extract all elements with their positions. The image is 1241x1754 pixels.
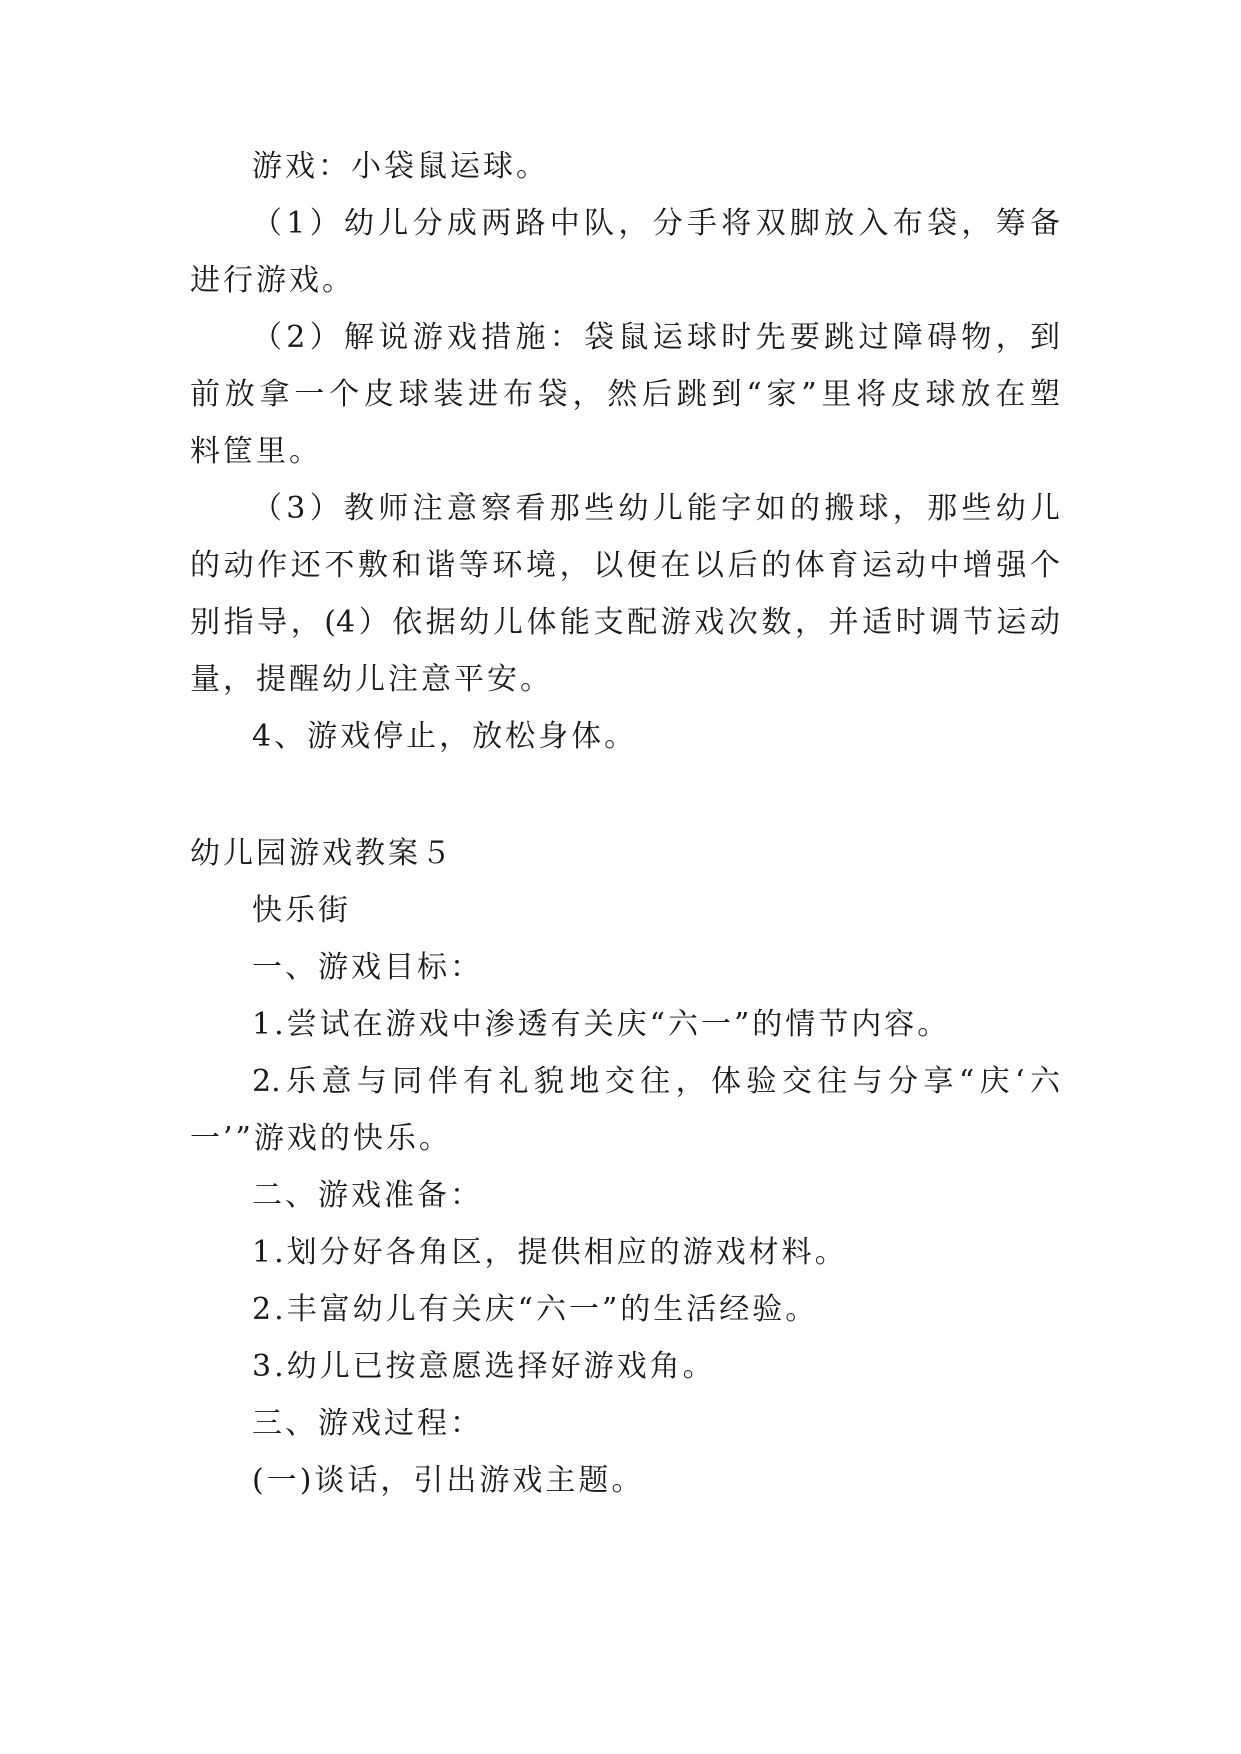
body-text-line: 三、游戏过程： xyxy=(252,1406,483,1441)
body-text-line: 1.尝试在游戏中渗透有关庆“六一”的情节内容。 xyxy=(252,1007,951,1042)
body-text-line: 进行游戏。 xyxy=(190,263,355,298)
body-text-line: （1）幼儿分成两路中队，分手将双脚放入布袋，筹备 xyxy=(252,206,1060,241)
body-text-line: 4、游戏停止，放松身体。 xyxy=(252,719,638,754)
body-text-line: 2.乐意与同伴有礼貌地交往，体验交往与分享“庆‘六 xyxy=(252,1064,1060,1099)
body-text-line: 的动作还不敷和谐等环境，以便在以后的体育运动中增强个 xyxy=(190,548,1060,583)
body-text-line: 二、游戏准备： xyxy=(252,1178,483,1213)
body-text-line: 一’”游戏的快乐。 xyxy=(190,1121,452,1156)
body-text-line: (一)谈话，引出游戏主题。 xyxy=(252,1463,645,1498)
body-text-line: 一、游戏目标： xyxy=(252,950,483,985)
body-text-line: 别指导，(4）依据幼儿体能支配游戏次数，并适时调节运动 xyxy=(190,605,1060,640)
section-heading: 幼儿园游戏教案５ xyxy=(190,836,454,871)
body-text-line: 2.丰富幼儿有关庆“六一”的生活经验。 xyxy=(252,1292,819,1327)
body-text-line: 量，提醒幼儿注意平安。 xyxy=(190,662,553,697)
body-text-line: 料筐里。 xyxy=(190,434,322,469)
body-text-line: 游戏：小袋鼠运球。 xyxy=(252,149,549,184)
body-text-line: 前放拿一个皮球装进布袋，然后跳到“家”里将皮球放在塑 xyxy=(190,377,1060,412)
body-text-line: （2）解说游戏措施：袋鼠运球时先要跳过障碍物，到 xyxy=(252,320,1060,355)
body-text-line: 快乐街 xyxy=(252,893,351,928)
body-text-line: 1.划分好各角区，提供相应的游戏材料。 xyxy=(252,1235,848,1270)
body-text-line: 3.幼儿已按意愿选择好游戏角。 xyxy=(252,1349,716,1384)
body-text-line: （3）教师注意察看那些幼儿能字如的搬球，那些幼儿 xyxy=(252,491,1060,526)
